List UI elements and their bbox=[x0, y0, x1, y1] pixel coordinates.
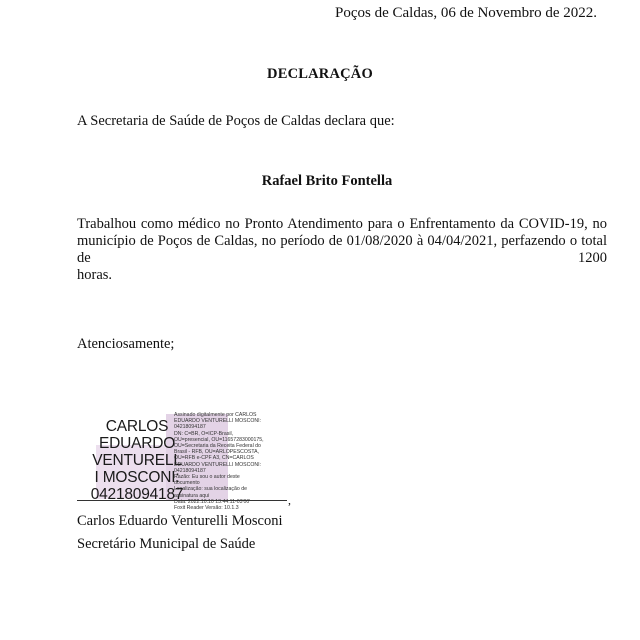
signature-details bbox=[174, 412, 294, 511]
signature-detail-line: assinatura aqui bbox=[174, 492, 210, 499]
signer-title: Secretário Municipal de Saúde bbox=[77, 536, 256, 552]
signature-detail-line: 04218094187 bbox=[174, 467, 206, 474]
signature-name bbox=[88, 418, 186, 503]
signature-detail-line: Brasil - RFB, OU=ARLOPESCOSTA, bbox=[174, 449, 260, 456]
signature-detail-line: DN: C=BR, O=ICP-Brasil, bbox=[174, 430, 234, 437]
signature-name-line: VENTURELL bbox=[92, 452, 182, 469]
signature-name-line: I MOSCONI: bbox=[94, 469, 180, 486]
signature-detail-line: Data: 2022.10.10 13:44:11-03'00' bbox=[174, 498, 251, 505]
signature-detail-line: Assinado digitalmente por CARLOS bbox=[174, 412, 257, 418]
signature-comma: , bbox=[288, 493, 291, 507]
body-line-3: horas. bbox=[77, 267, 113, 283]
digital-signature-stamp[interactable] bbox=[88, 407, 293, 512]
signature-name-line: CARLOS bbox=[105, 418, 169, 435]
body-line-2: município de Poços de Caldas, no período de 01/08/2020 à 04/04/2021, perfazendo o total de 1200 bbox=[77, 233, 607, 266]
closing-text: Atenciosamente; bbox=[77, 336, 175, 352]
document-title: DECLARAÇÃO bbox=[267, 66, 373, 82]
signature-name-line: EDUARDO bbox=[98, 435, 176, 452]
signature-detail-line: EDUARDO VENTURELLI MOSCONI: bbox=[174, 461, 262, 468]
signature-detail-line: OU=RFB e-CPF A3, CN=CARLOS bbox=[174, 455, 254, 462]
signer-name: Carlos Eduardo Venturelli Mosconi bbox=[77, 513, 283, 529]
signature-detail-line: 04218094187 bbox=[174, 424, 206, 431]
declaration-body bbox=[77, 216, 607, 284]
signature-detail-line: EDUARDO VENTURELLI MOSCONI: bbox=[174, 418, 262, 425]
declared-person-name: Rafael Brito Fontella bbox=[261, 173, 393, 189]
signature-detail-line: Razão: Eu sou o autor deste bbox=[174, 474, 240, 481]
signature-line bbox=[77, 500, 287, 501]
signature-detail-line: Localização: sua localização de bbox=[174, 486, 247, 493]
date-line: Poços de Caldas, 06 de Novembro de 2022. bbox=[335, 5, 598, 21]
signature-detail-line: documento bbox=[174, 480, 200, 487]
intro-text: A Secretaria de Saúde de Poços de Caldas declara que: bbox=[77, 113, 395, 129]
body-line-1: Trabalhou como médico no Pronto Atendimento para o Enfrentamento da COVID-19, no bbox=[77, 216, 607, 232]
signature-name-line: 04218094187 bbox=[90, 486, 184, 503]
signature-detail-line: OU=presencial, OU=11657283000175, bbox=[174, 436, 264, 443]
signature-detail-line: OU=Secretaria da Receita Federal do bbox=[174, 443, 261, 450]
signature-detail-line: Foxit Reader Versão: 10.1.3 bbox=[174, 505, 239, 512]
